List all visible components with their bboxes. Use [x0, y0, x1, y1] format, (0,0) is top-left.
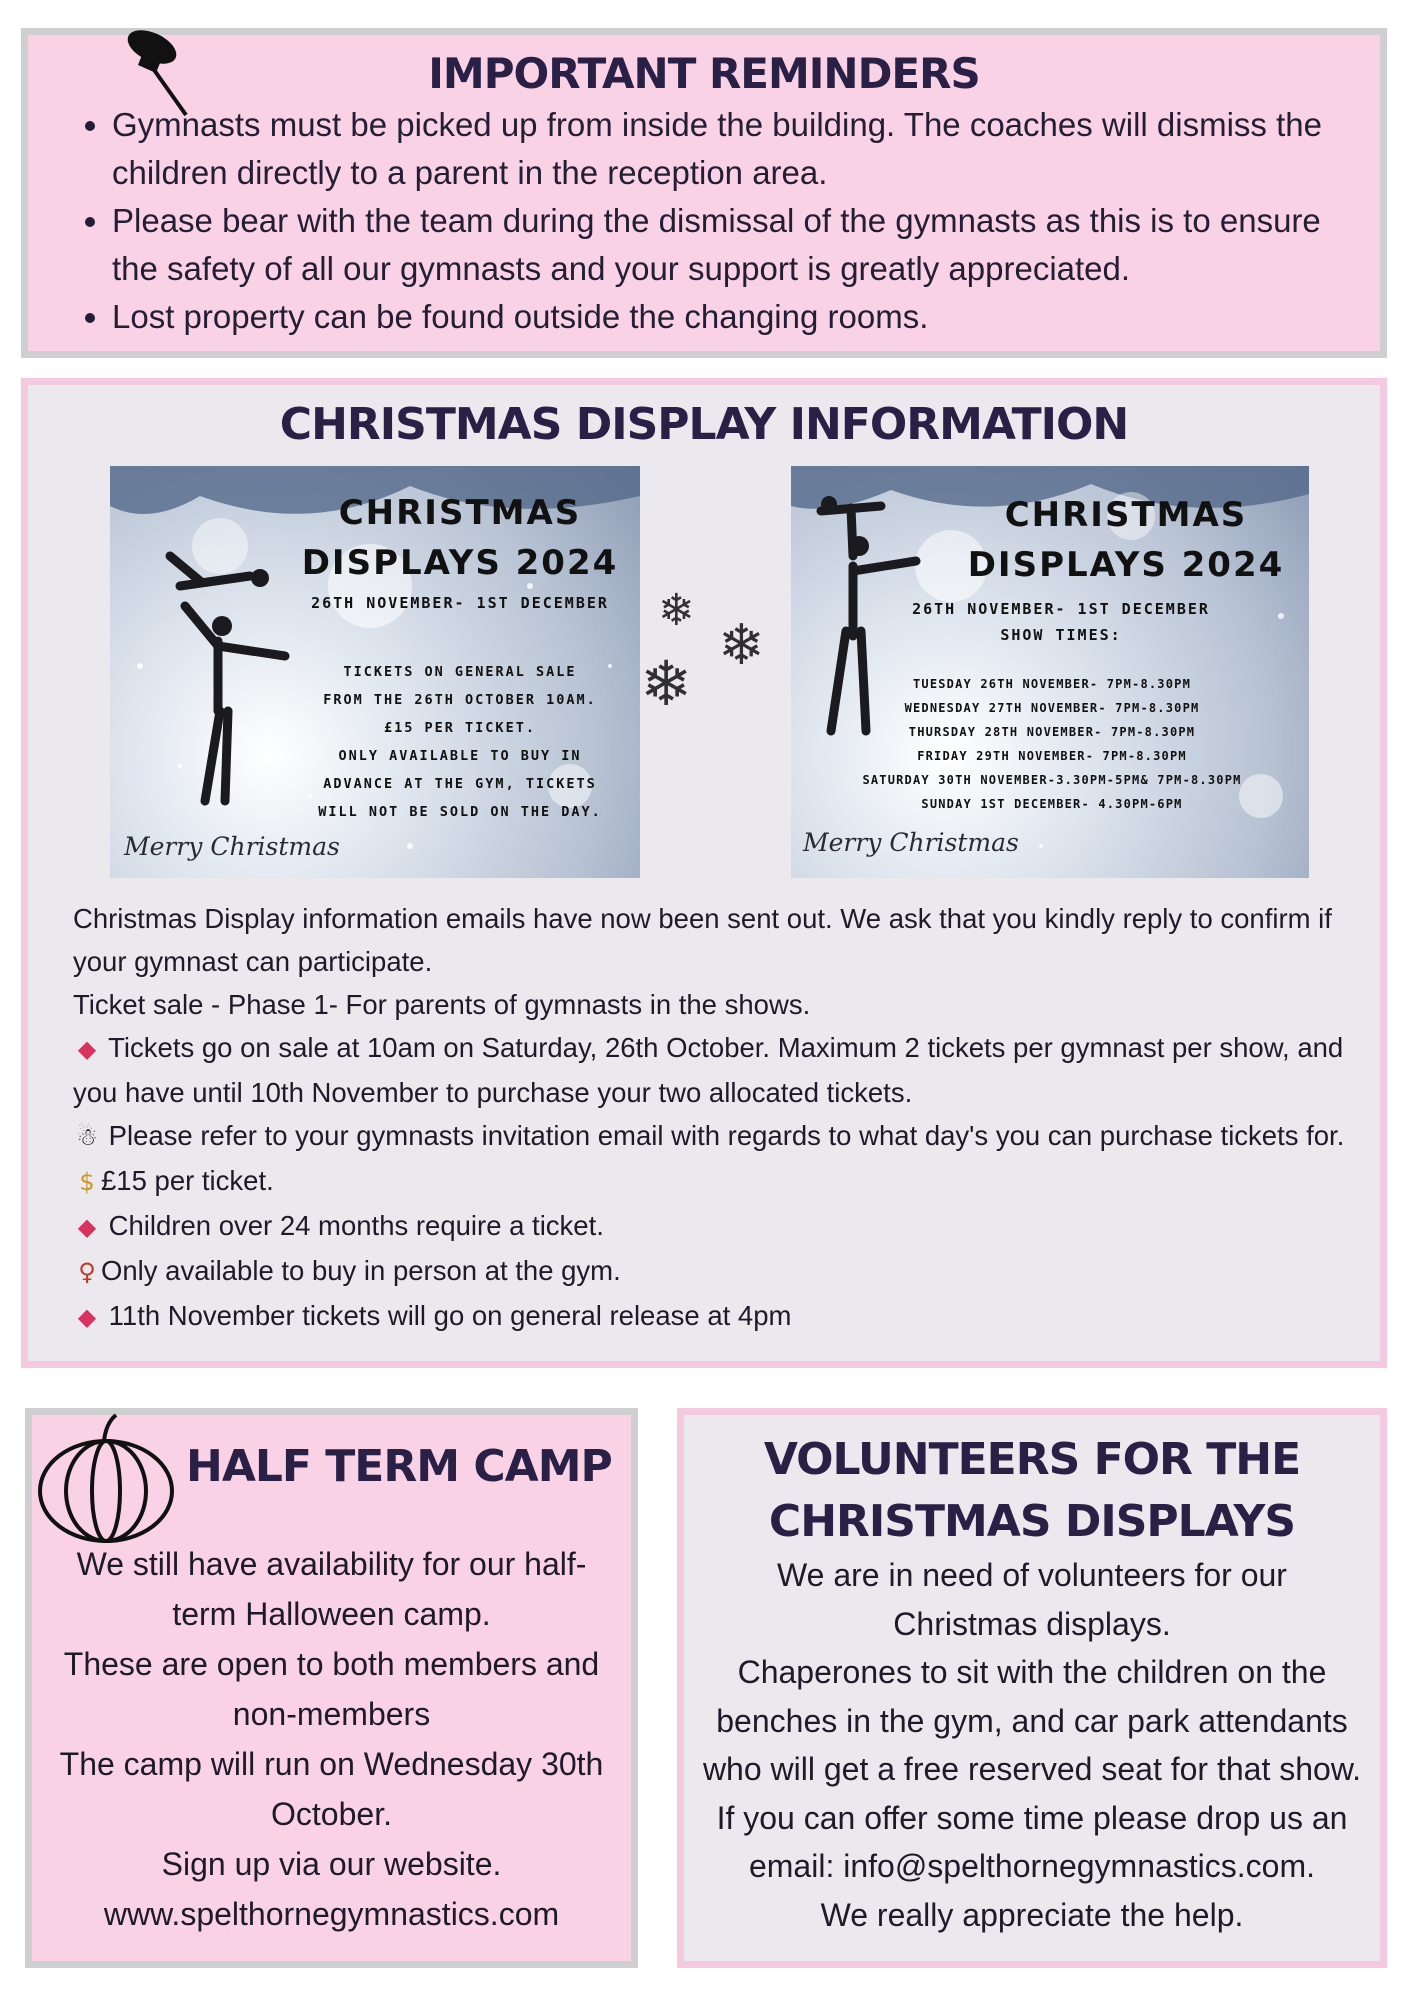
poster-dates: 26TH NOVEMBER- 1ST DECEMBER [311, 594, 609, 612]
reminders-list [88, 101, 1350, 341]
snowflake-icon: ❄ [658, 585, 695, 636]
paragraph: $ £15 per ticket. [73, 1159, 1372, 1204]
poster-tickets-image [110, 466, 640, 878]
poster-title: CHRISTMAS DISPLAYS 2024 [967, 495, 1285, 585]
ticket-icon: ◆ [77, 1213, 97, 1241]
email-link[interactable]: email: info@spelthornegymnastics.com. [748, 1848, 1316, 1884]
poster-show-times-label: SHOW TIMES: [1000, 626, 1122, 644]
paragraph: ◆ Tickets go on sale at 10am on Saturday, 26th October. Maximum 2 tickets per gymnast per show, and you have until 10th November to purchase your two allocated tickets. [73, 1026, 1372, 1114]
poster-title: CHRISTMAS DISPLAYS 2024 [301, 493, 619, 583]
poster-dates: 26TH NOVEMBER- 1ST DECEMBER [912, 600, 1210, 618]
christmas-panel [21, 378, 1387, 1368]
list-item: • Please bear with the team during the dismissal of the gymnasts as this is to ensure the safety of all our gymnasts and your support is greatly appreciated. [112, 197, 1350, 293]
poster-showtimes-image [791, 466, 1309, 878]
website-link[interactable]: www.spelthornegymnastics.com [103, 1896, 560, 1932]
volunteers-body: We are in need of volunteers for our Christmas displays. Chaperones to sit with the children on the benches in the gym, and car park attendants who will get a free reserved seat for that show. If you can offer some time please drop us an email: info@spelthornegymnastics.com. We really appreciate the help. [684, 1551, 1380, 1939]
reminders-panel [21, 28, 1387, 358]
ticket-icon: ◆ [77, 1035, 97, 1063]
ticket-icon: ◆ [77, 1303, 97, 1331]
volunteers-panel [677, 1408, 1387, 1968]
paragraph: Christmas Display information emails have now been sent out. We ask that you kindly reply to confirm if your gymnast can participate. [73, 903, 1332, 977]
paragraph: ♀ Only available to buy in person at the gym. [73, 1249, 1372, 1294]
list-item: • Lost property can be found outside the changing rooms. [112, 293, 1350, 341]
snowman-icon: ☃ [76, 1123, 98, 1151]
poster-showtimes: TUESDAY 26TH NOVEMBER- 7PM-8.30PM WEDNESDAY 27TH NOVEMBER- 7PM-8.30PM THURSDAY 28TH NOVEMBER- 7PM-8.30PM FRIDAY 29TH NOVEMBER- 7PM-8.30PM SATURDAY 30TH NOVEMBER-3.30PM-5PM& 7PM-8.30PM SUNDAY 1ST DECEMBER- 4.30PM-6PM [862, 677, 1242, 811]
paragraph: ◆ 11th November tickets will go on general release at 4pm [73, 1294, 1372, 1339]
poster-merry-christmas: Merry Christmas [803, 828, 1019, 857]
paragraph: ☃ Please refer to your gymnasts invitation email with regards to what day's you can purchase tickets for. [73, 1114, 1372, 1159]
poster-merry-christmas: Merry Christmas [124, 832, 340, 861]
snowflake-icon: ❄ [718, 613, 765, 678]
paragraph: ◆ Children over 24 months require a ticket. [73, 1204, 1372, 1249]
gymnast-icon: ♀ [78, 1258, 96, 1286]
reminders-title: IMPORTANT REMINDERS [428, 49, 980, 98]
poster-details: TICKETS ON GENERAL SALE FROM THE 26TH OCTOBER 10AM. £15 PER TICKET. ONLY AVAILABLE TO BUY IN ADVANCE AT THE GYM, TICKETS WILL NOT BE SOLD ON THE DAY. [318, 664, 602, 820]
pumpkin-icon [26, 1411, 186, 1547]
volunteers-title: VOLUNTEERS FOR THE CHRISTMAS DISPLAYS [763, 1434, 1301, 1547]
christmas-body [73, 897, 1372, 1339]
christmas-title: CHRISTMAS DISPLAY INFORMATION [279, 399, 1129, 450]
half-term-camp-panel [25, 1408, 638, 1968]
half-term-body: We still have availability for our half- term Halloween camp. These are open to both members and non-members The camp will run on Wednesday 30th October. Sign up via our website. www.spelthornegymnastics.com [32, 1539, 631, 1939]
paragraph: Ticket sale - Phase 1- For parents of gymnasts in the shows. [73, 989, 811, 1020]
snowflake-icon: ❄ [640, 647, 692, 720]
half-term-title: HALF TERM CAMP [186, 1441, 612, 1492]
list-item: • Gymnasts must be picked up from inside the building. The coaches will dismiss the children directly to a parent in the reception area. [112, 101, 1350, 197]
money-bag-icon: $ [79, 1168, 95, 1196]
